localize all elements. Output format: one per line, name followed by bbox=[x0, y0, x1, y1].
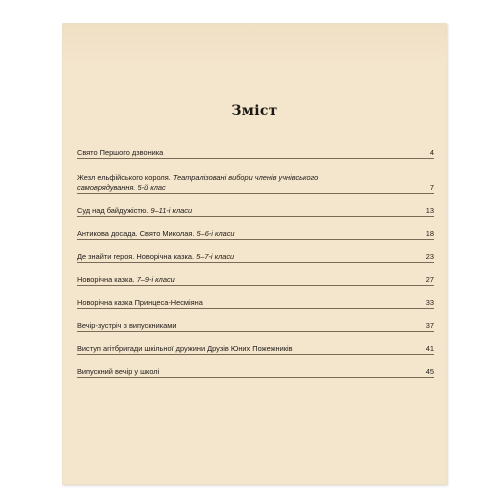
entry-page-number: 33 bbox=[425, 298, 434, 307]
toc-entry bbox=[77, 217, 434, 240]
book-page bbox=[62, 23, 447, 485]
entry-title: Де знайти героя. Новорічна казка. bbox=[77, 252, 195, 261]
entry-page-number: 37 bbox=[425, 321, 434, 330]
toc-entry bbox=[77, 194, 434, 217]
entry-title: Суд над байдужістю. bbox=[77, 206, 149, 215]
toc-entry bbox=[77, 263, 434, 286]
table-of-contents bbox=[77, 141, 434, 378]
entry-note: 5–6-і класи bbox=[196, 229, 235, 238]
toc-entry bbox=[77, 309, 434, 332]
entry-page-number: 23 bbox=[425, 252, 434, 261]
entry-page-number: 27 bbox=[425, 275, 434, 284]
toc-entry bbox=[77, 332, 434, 355]
toc-entry bbox=[77, 240, 434, 263]
toc-entry bbox=[77, 286, 434, 309]
entry-title: Новорічна казка. bbox=[77, 275, 135, 284]
entry-page-number: 13 bbox=[425, 206, 434, 215]
entry-note: 9–11-і класи bbox=[150, 206, 193, 215]
entry-note: 5–7-і класи bbox=[196, 252, 235, 261]
entry-title: Новорічна казка Принцеса-Несміяна bbox=[77, 298, 203, 307]
entry-page-number: 45 bbox=[425, 367, 434, 376]
entry-page-number: 41 bbox=[425, 344, 434, 353]
entry-title: Виступ агітбригади шкільної дружини Друзів Юних Пожежників bbox=[77, 344, 293, 353]
page-title: Зміст bbox=[231, 103, 278, 119]
toc-entry bbox=[77, 141, 434, 159]
entry-note: Театралізовані вибори членів учнівського bbox=[172, 173, 319, 182]
entry-title: Випускний вечір у школі bbox=[77, 367, 160, 376]
entry-page-number: 4 bbox=[429, 148, 434, 157]
toc-entry bbox=[77, 161, 434, 194]
entry-title: Антикова досада. Свято Миколая. bbox=[77, 229, 195, 238]
toc-entry bbox=[77, 355, 434, 378]
entry-note-continued: самоврядування. 5-й клас bbox=[77, 183, 166, 192]
entry-page-number: 7 bbox=[429, 183, 434, 192]
entry-title: Свято Першого дзвоника bbox=[77, 148, 164, 157]
entry-title: Вечір-зустріч з випускниками bbox=[77, 321, 177, 330]
entry-note: 7–9-і класи bbox=[136, 275, 175, 284]
entry-page-number: 18 bbox=[425, 229, 434, 238]
bleed-through-area bbox=[63, 24, 446, 64]
entry-title: Жезл ельфійського короля. bbox=[77, 173, 171, 182]
